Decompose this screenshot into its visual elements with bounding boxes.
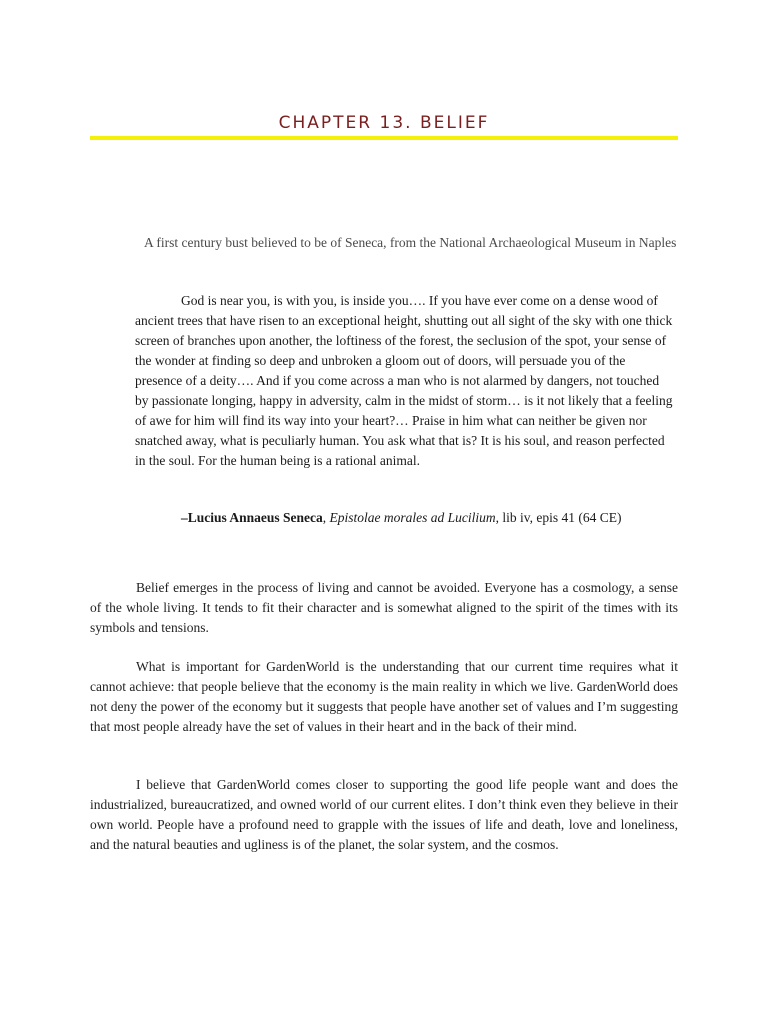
attribution-prefix: – [181, 510, 188, 525]
body-paragraph-2: What is important for GardenWorld is the understanding that our current time requires what it cannot achieve: that people believe that the economy is the main reality in which we live. GardenWorld does not deny the power of the economy but it suggests that people have another set of values and I’m suggesting that most people already have the set of values in their heart and in the back of their mind. [90, 659, 678, 734]
attribution-separator: , [322, 510, 330, 525]
title-underline-rule [90, 136, 678, 140]
chapter-title: CHAPTER 13. BELIEF [278, 113, 490, 133]
quote-author: Lucius Annaeus Seneca [187, 510, 323, 525]
body-paragraph-1: Belief emerges in the process of living and cannot be avoided. Everyone has a cosmology, a sense of the whole living. It tends to fit their character and is somewhat aligned to the spirit of the times with its symbols and tensions. [90, 580, 678, 635]
quote-citation: , lib iv, epis 41 (64 CE) [495, 510, 622, 525]
epigraph-quote: God is near you, is with you, is inside you…. If you have ever come on a dense wood of ancient trees that have risen to an exceptional height, shutting out all sight of the sky with one thick screen of branches upon another, the loftiness of the forest, the seclusion of the spot, your sense of the wonder at finding so deep and unbroken a gloom out of doors, will persuade you of the presence of a deity…. And if you come across a man who is not alarmed by dangers, not touched by passionate longing, happy in adversity, calm in the midst of storm… is it not likely that a feeling of awe for him will find its way into your heart?… Praise in him what can neither be given nor snatched away, what is peculiarly human. You ask what that is? It is his soul, and reason perfected in the soul. For the human being is a rational animal. [135, 293, 673, 468]
body-paragraph-3: I believe that GardenWorld comes closer to supporting the good life people want and does the industrialized, bureaucratized, and owned world of our current elites. I don’t think even they believe in their own world. People have a profound need to grapple with the issues of life and death, love and loneliness, and the natural beauties and ugliness is of the planet, the solar system, and the cosmos. [90, 777, 678, 852]
image-caption: A first century bust believed to be of Seneca, from the National Archaeological Museum in Naples [144, 235, 677, 250]
quote-work-title: Epistolae morales ad Lucilium [329, 510, 496, 525]
quote-attribution [181, 508, 701, 528]
